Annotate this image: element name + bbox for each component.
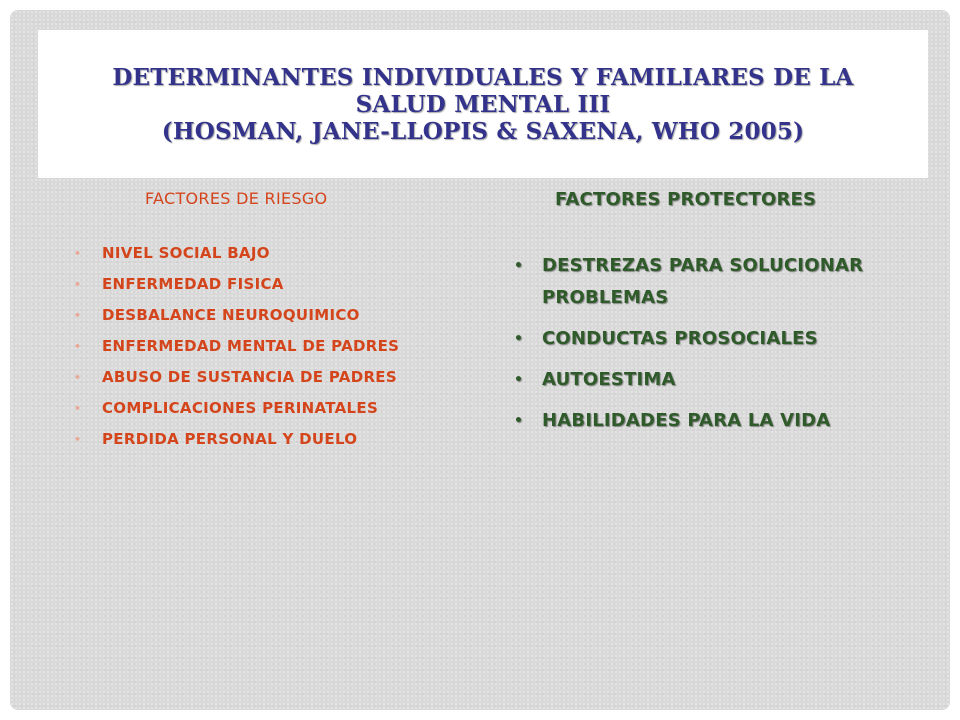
slide bbox=[10, 10, 950, 710]
risk-item-label: DESBALANCE NEUROQUIMICO bbox=[102, 306, 360, 324]
bullet-icon: • bbox=[74, 247, 82, 260]
risk-factors-column bbox=[68, 188, 488, 461]
risk-item bbox=[68, 337, 488, 356]
protective-item-label: DESTREZAS PARA SOLUCIONAR PROBLEMAS bbox=[542, 255, 864, 308]
bullet-icon: • bbox=[74, 371, 82, 384]
risk-item-label: PERDIDA PERSONAL Y DUELO bbox=[102, 430, 358, 448]
risk-factors-list bbox=[68, 244, 488, 449]
risk-item-label: COMPLICACIONES PERINATALES bbox=[102, 399, 379, 417]
bullet-icon: • bbox=[74, 309, 82, 322]
risk-item bbox=[68, 368, 488, 387]
risk-item-label: ENFERMEDAD FISICA bbox=[102, 275, 284, 293]
protective-item bbox=[500, 405, 920, 437]
bullet-icon: • bbox=[74, 278, 82, 291]
protective-item bbox=[500, 250, 920, 314]
protective-item-label: CONDUCTAS PROSOCIALES bbox=[542, 328, 818, 349]
risk-item-label: ENFERMEDAD MENTAL DE PADRES bbox=[102, 337, 400, 355]
risk-factors-heading: FACTORES DE RIESGO bbox=[145, 189, 328, 208]
protective-item bbox=[500, 364, 920, 396]
protective-item bbox=[500, 323, 920, 355]
risk-item bbox=[68, 399, 488, 418]
bullet-icon: • bbox=[514, 258, 524, 274]
protective-item-label: HABILIDADES PARA LA VIDA bbox=[542, 410, 831, 431]
protective-factors-list bbox=[500, 250, 920, 437]
bullet-icon: • bbox=[514, 331, 524, 347]
title-line-3: (HOSMAN, JANE-LLOPIS & SAXENA, WHO 2005) bbox=[161, 117, 805, 145]
bullet-icon: • bbox=[74, 340, 82, 353]
risk-item-label: NIVEL SOCIAL BAJO bbox=[102, 244, 270, 262]
title-line-1: DETERMINANTES INDIVIDUALES Y FAMILIARES DE LA bbox=[112, 63, 854, 91]
title-box bbox=[38, 30, 928, 178]
bullet-icon: • bbox=[514, 372, 524, 388]
bullet-icon: • bbox=[514, 413, 524, 429]
risk-item bbox=[68, 306, 488, 325]
bullet-icon: • bbox=[74, 433, 82, 446]
risk-item bbox=[68, 244, 488, 263]
protective-factors-column bbox=[500, 188, 920, 446]
risk-item-label: ABUSO DE SUSTANCIA DE PADRES bbox=[102, 368, 397, 386]
risk-item bbox=[68, 275, 488, 294]
slide-title bbox=[112, 64, 853, 145]
bullet-icon: • bbox=[74, 402, 82, 415]
risk-item bbox=[68, 430, 488, 449]
protective-item-label: AUTOESTIMA bbox=[542, 369, 676, 390]
title-line-2: SALUD MENTAL III bbox=[355, 90, 611, 118]
protective-factors-heading: FACTORES PROTECTORES bbox=[555, 189, 817, 210]
